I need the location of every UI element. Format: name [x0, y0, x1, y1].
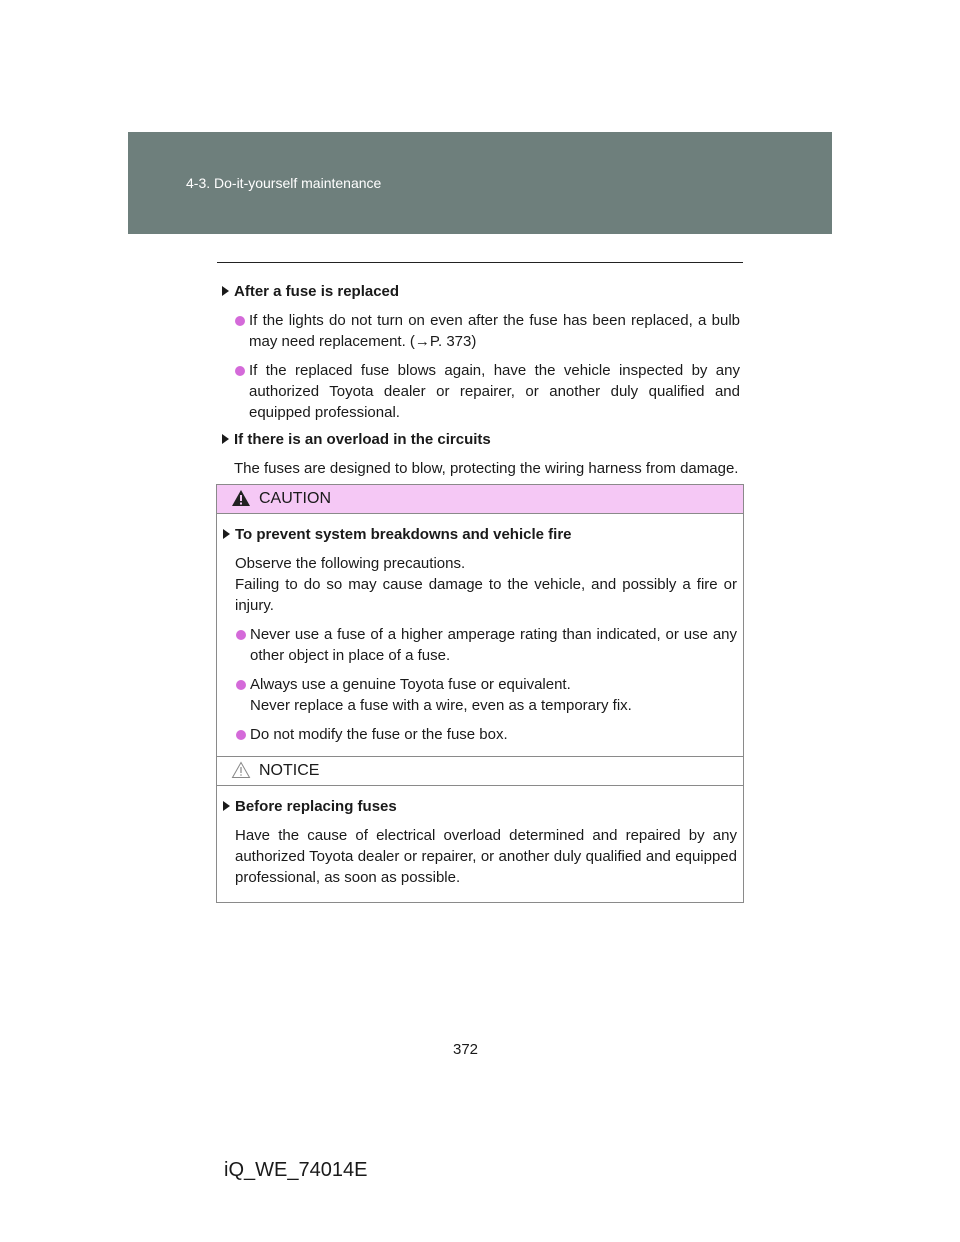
list-item: If the lights do not turn on even after the fuse has been replaced, a bulb may need replacement. (→P. 373): [222, 310, 740, 352]
bullet-dot-icon: [235, 366, 245, 376]
list-item: Never use a fuse of a higher amperage rating than indicated, or use any other object in place of a fuse.: [223, 624, 737, 666]
bullet-dot-icon: [236, 630, 246, 640]
document-code: iQ_WE_74014E: [224, 1159, 368, 1181]
notice-text: Have the cause of electrical overload determined and repaired by any authorized Toyota dealer or repairer, or another duly qualified and equipped professional, as soon as possible.: [235, 827, 737, 886]
top-rule: [217, 262, 743, 263]
bullet-dot-icon: [235, 316, 245, 326]
notice-header: [217, 757, 743, 786]
square-bullet-icon: [222, 286, 229, 296]
square-bullet-icon: [223, 801, 230, 811]
list-item: If the replaced fuse blows again, have the vehicle inspected by any authorized Toyota dealer or repairer, or another duly qualified and equipped professional.: [222, 360, 740, 423]
page-number: 372: [453, 1041, 479, 1058]
caution-title: CAUTION: [259, 490, 331, 507]
caution-box: [216, 484, 744, 760]
bullet-dot-icon: [236, 730, 246, 740]
main-content: [222, 281, 740, 479]
notice-heading: Before replacing fuses: [223, 796, 737, 817]
section-title: 4-3. Do-it-yourself maintenance: [186, 175, 382, 191]
caution-heading: To prevent system breakdowns and vehicle fire: [223, 524, 737, 545]
bullet-dot-icon: [236, 680, 246, 690]
notice-box: [216, 756, 744, 903]
list-item: Do not modify the fuse or the fuse box.: [223, 724, 737, 745]
caution-header: [217, 485, 743, 514]
caution-body: [217, 514, 743, 759]
list-item: Always use a genuine Toyota fuse or equivalent. Never replace a fuse with a wire, even as a temporary fix.: [223, 674, 737, 716]
overload-text: The fuses are designed to blow, protecting the wiring harness from damage.: [234, 460, 739, 477]
notice-triangle-icon: [231, 761, 251, 779]
warning-triangle-icon: [231, 489, 251, 507]
square-bullet-icon: [223, 529, 230, 539]
square-bullet-icon: [222, 434, 229, 444]
heading-after-fuse-replaced: After a fuse is replaced: [222, 281, 740, 302]
header-band: [128, 132, 832, 234]
caution-intro: Observe the following precautions. Failing to do so may cause damage to the vehicle, and possibly a fire or injury.: [235, 555, 737, 614]
notice-body: [217, 786, 743, 902]
heading-overload: If there is an overload in the circuits: [222, 429, 740, 450]
notice-title: NOTICE: [259, 762, 320, 779]
